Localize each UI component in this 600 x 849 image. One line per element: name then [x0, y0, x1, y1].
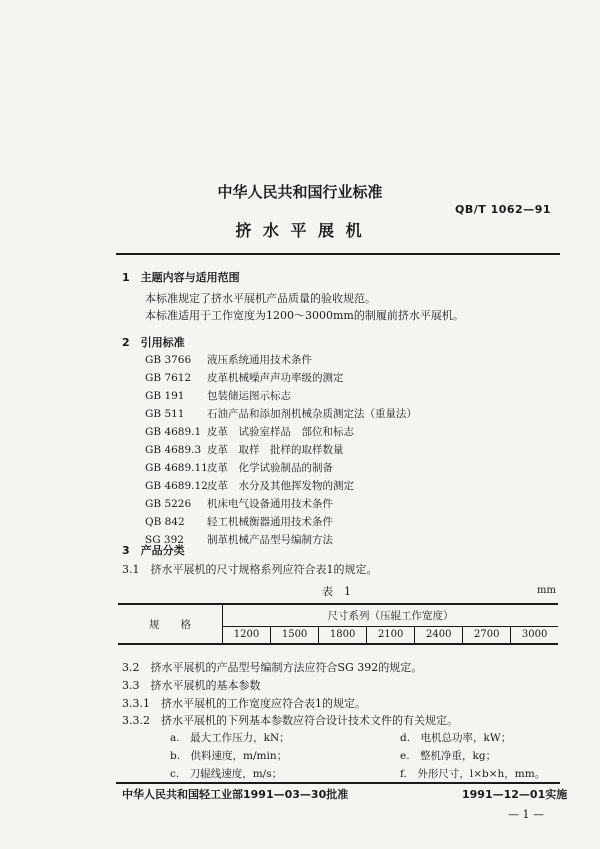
reference-code: SG 392: [145, 534, 184, 546]
section-1-paragraph-1: 本标准规定了挤水平展机产品质量的验收规范。: [145, 292, 376, 305]
param-c: c. 刀辊线速度，m/s；: [170, 768, 283, 780]
clause-3-3-1: 3.3.1 挤水平展机的工作宽度应符合表1的规定。: [122, 697, 366, 710]
header-rule: [116, 253, 560, 255]
clause-3-3: 3.3 挤水平展机的基本参数: [122, 679, 261, 692]
list-item: [145, 442, 344, 457]
list-item: [145, 388, 291, 403]
reference-code: GB 4689.11: [145, 462, 208, 474]
list-item: [145, 352, 312, 367]
reference-code: GB 3766: [145, 354, 192, 366]
reference-code: GB 4689.12: [145, 480, 208, 492]
industry-standard-title: 中华人民共和国行业标准: [217, 183, 383, 201]
table-caption: 表 1: [322, 585, 351, 598]
reference-title: 皮革 取样 批样的取样数量: [207, 444, 344, 456]
list-item: [145, 460, 333, 475]
param-f: f. 外形尺寸，l×b×h，mm。: [400, 768, 546, 780]
reference-code: GB 4689.3: [145, 444, 202, 456]
clause-3-3-2: 3.3.2 挤水平展机的下列基本参数应符合设计技术文件的有关规定。: [122, 714, 458, 727]
reference-title: 石油产品和添加剂机械杂质测定法（重量法）: [207, 408, 417, 420]
implementation-date: 1991—12—01实施: [462, 788, 568, 801]
list-item: [145, 496, 333, 511]
table-cell: 2700: [463, 626, 511, 644]
param-b: b. 供料速度，m/min；: [170, 750, 288, 762]
reference-title: 包装储运图示标志: [207, 390, 291, 402]
table-cell: 3000: [511, 626, 558, 644]
table-row-header: 规 格: [118, 604, 223, 644]
reference-code: GB 4689.1: [145, 426, 202, 438]
clause-3-1: 3.1 挤水平展机的尺寸规格系列应符合表1的规定。: [122, 563, 378, 576]
reference-code: GB 7612: [145, 372, 192, 384]
section-3-heading: 3 产品分类: [122, 544, 185, 557]
table-cell: 1500: [271, 626, 319, 644]
reference-title: 皮革 试验室样品 部位和标志: [207, 426, 354, 438]
reference-title: 轻工机械衡器通用技术条件: [207, 516, 333, 528]
table-cell: 1200: [223, 626, 271, 644]
table-unit: mm: [537, 585, 556, 596]
approval-note: 中华人民共和国轻工业部1991—03—30批准: [122, 788, 349, 801]
section-1-paragraph-2: 本标准适用于工作宽度为1200～3000mm的制履前挤水平展机。: [145, 309, 464, 322]
reference-code: GB 5226: [145, 498, 192, 510]
reference-code: QB 842: [145, 516, 185, 528]
document-title: 挤 水 平 展 机: [235, 221, 365, 240]
section-2-heading: 2 引用标准: [122, 336, 185, 349]
page-number: — 1 —: [508, 808, 544, 821]
reference-title: 制革机械产品型号编制方法: [207, 534, 333, 546]
clause-3-2: 3.2 挤水平展机的产品型号编制方法应符合SG 392的规定。: [122, 661, 423, 674]
reference-code: GB 191: [145, 390, 185, 402]
param-d: d. 电机总功率，kW；: [400, 732, 512, 744]
reference-title: 皮革 化学试验制品的制备: [207, 462, 333, 474]
list-item: [145, 370, 344, 385]
reference-title: 液压系统通用技术条件: [207, 354, 312, 366]
list-item: [145, 424, 354, 439]
spec-table: [118, 603, 558, 645]
table-cell: 2100: [367, 626, 415, 644]
table-cell: 2400: [415, 626, 463, 644]
footer-rule: [116, 782, 560, 784]
param-a: a. 最大工作压力，kN；: [170, 732, 290, 744]
list-item: [145, 514, 333, 529]
reference-title: 机床电气设备通用技术条件: [207, 498, 333, 510]
section-1-heading: 1 主题内容与适用范围: [122, 271, 240, 284]
param-e: e. 整机净重，kg；: [400, 750, 497, 762]
reference-title: 皮革 水分及其他挥发物的测定: [207, 480, 354, 492]
reference-title: 皮革机械噪声声功率级的测定: [207, 372, 344, 384]
table-group-header: 尺寸系列（压辊工作宽度）: [223, 604, 559, 626]
list-item: [145, 406, 417, 421]
reference-code: GB 511: [145, 408, 185, 420]
table-cell: 1800: [319, 626, 367, 644]
list-item: [145, 478, 354, 493]
standard-code: QB/T 1062—91: [455, 203, 552, 216]
